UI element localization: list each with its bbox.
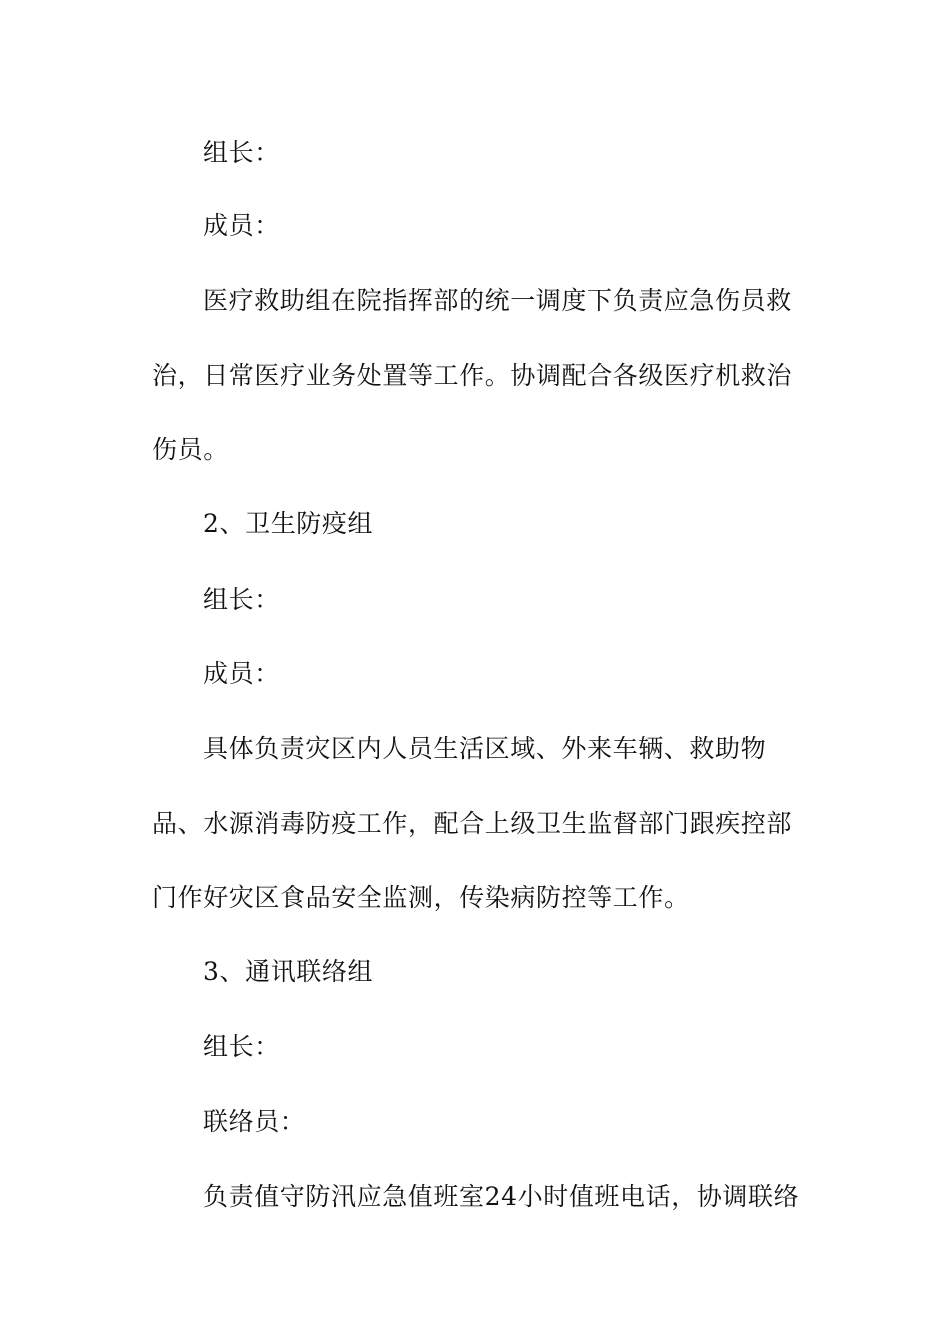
epidemic-group-leader-label: 组长： (203, 585, 280, 614)
communications-group-liaison-label: 联络员： (203, 1107, 306, 1136)
epidemic-group-members-label: 成员： (203, 659, 280, 688)
section-heading-communications: 3、通讯联络组 (203, 957, 374, 986)
medical-group-description-line-3: 伤员。 (152, 435, 229, 464)
communications-group-leader-label: 组长： (203, 1032, 280, 1061)
medical-group-members-label: 成员： (203, 211, 280, 240)
medical-group-description-line-2: 治，日常医疗业务处置等工作。协调配合各级医疗机救治 (152, 361, 793, 390)
section-heading-epidemic-prevention: 2、卫生防疫组 (203, 509, 374, 538)
medical-group-leader-label: 组长： (203, 138, 280, 167)
epidemic-group-description-line-1: 具体负责灾区内人员生活区域、外来车辆、救助物 (203, 734, 767, 763)
epidemic-group-description-line-3: 门作好灾区食品安全监测，传染病防控等工作。 (152, 883, 690, 912)
medical-group-description-line-1: 医疗救助组在院指挥部的统一调度下负责应急伤员救 (203, 286, 792, 315)
communications-group-description-line-1: 负责值守防汛应急值班室24小时值班电话，协调联络 (203, 1182, 800, 1211)
epidemic-group-description-line-2: 品、水源消毒防疫工作，配合上级卫生监督部门跟疾控部 (152, 809, 793, 838)
